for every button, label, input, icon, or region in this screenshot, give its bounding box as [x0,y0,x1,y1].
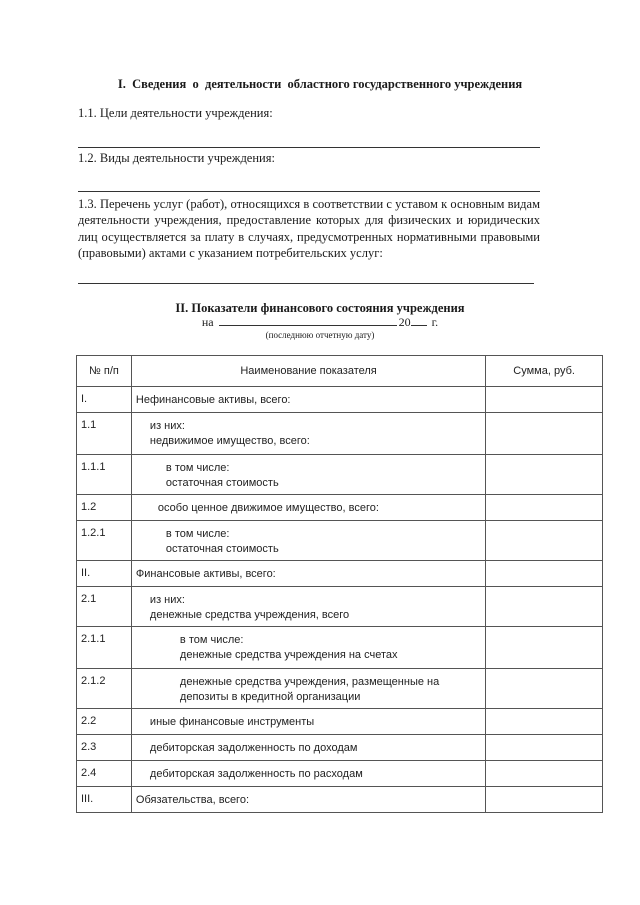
indicator-line: из них: [149,420,185,432]
indicator-line: остаточная стоимость [165,543,279,555]
header-amount: Сумма, руб. [486,356,603,387]
indicator-line: Обязательства, всего: [135,794,249,806]
amount-cell[interactable] [486,709,603,735]
row-number: 1.2 [77,495,132,521]
amount-cell[interactable] [486,561,603,587]
indicator-line: иные финансовые инструменты [149,716,315,728]
services-list-paragraph: 1.3. Перечень услуг (работ), относящихся в соответствии с уставом к основным видам деятельности учреждения, предоставление которых для физических и юридических лиц осуществляется за плату в случаях, предусмотренных нормативными правовыми (правовыми) актами с указанием потребительских услуг: [78,197,540,260]
row-number: II. [77,561,132,587]
amount-cell[interactable] [486,495,603,521]
indicator-line: денежные средства учреждения на счетах [179,649,398,661]
amount-cell[interactable] [486,387,603,413]
table-row [77,387,603,413]
table-row [77,413,603,455]
indicator-line: денежные средства учреждения, всего [149,609,350,621]
table-row [77,709,603,735]
amount-cell[interactable] [486,735,603,761]
table-row [77,761,603,787]
date-year-prefix: 20 [398,315,411,329]
row-indicator [131,761,485,787]
row-number: 2.1.1 [77,627,132,669]
row-indicator [131,669,485,709]
date-day-month-blank[interactable] [219,315,397,326]
amount-cell[interactable] [486,521,603,561]
row-number: 1.2.1 [77,521,132,561]
row-indicator [131,561,485,587]
table-row [77,787,603,813]
indicator-line: недвижимое имущество, всего: [149,435,310,447]
header-number: № п/п [77,356,132,387]
indicator-line: Нефинансовые активы, всего: [135,394,291,406]
indicator-line: в том числе: [165,528,230,540]
row-number: 2.3 [77,735,132,761]
date-prefix: на [201,315,214,329]
amount-cell[interactable] [486,627,603,669]
row-number: 2.2 [77,709,132,735]
table-row [77,455,603,495]
indicator-line: депозиты в кредитной организации [179,691,361,703]
goals-label: 1.1. Цели деятельности учреждения: [78,106,273,120]
goals-fill-line[interactable] [78,147,540,148]
table-row [77,587,603,627]
row-number: 1.1.1 [77,455,132,495]
row-indicator [131,495,485,521]
services-fill-line[interactable] [78,283,534,284]
row-number: 2.1.2 [77,669,132,709]
row-indicator [131,709,485,735]
indicator-line: из них: [149,594,185,606]
financial-indicators-table [76,355,603,813]
activity-types-label: 1.2. Виды деятельности учреждения: [78,151,275,165]
row-indicator [131,521,485,561]
amount-cell[interactable] [486,587,603,627]
indicator-line: Финансовые активы, всего: [135,568,276,580]
row-indicator [131,587,485,627]
row-indicator [131,455,485,495]
row-number: III. [77,787,132,813]
row-number: 2.1 [77,587,132,627]
amount-cell[interactable] [486,413,603,455]
table-row [77,669,603,709]
header-indicator: Наименование показателя [131,356,485,387]
indicator-line: дебиторская задолженность по доходам [149,742,358,754]
row-indicator [131,413,485,455]
section2-title: II. Показатели финансового состояния учреждения [175,301,465,315]
row-number: 2.4 [77,761,132,787]
date-hint: (последнюю отчетную дату) [265,330,375,340]
indicator-line: в том числе: [165,462,230,474]
date-suffix: г. [431,315,439,329]
row-number: I. [77,387,132,413]
indicator-line: денежные средства учреждения, размещенные на [179,676,440,688]
row-indicator [131,735,485,761]
indicator-line: остаточная стоимость [165,477,279,489]
row-indicator [131,787,485,813]
section1-title: I. Сведения о деятельности областного государственного учреждения [117,77,523,91]
table-header-row [77,356,603,387]
table-row [77,735,603,761]
amount-cell[interactable] [486,455,603,495]
report-date-line [0,315,640,330]
row-indicator [131,627,485,669]
table-row [77,495,603,521]
indicator-line: дебиторская задолженность по расходам [149,768,363,780]
row-indicator [131,387,485,413]
table-row [77,561,603,587]
row-number: 1.1 [77,413,132,455]
table-row [77,521,603,561]
table-row [77,627,603,669]
activity-types-fill-line[interactable] [78,191,540,192]
amount-cell[interactable] [486,669,603,709]
indicator-line: в том числе: [179,634,244,646]
amount-cell[interactable] [486,787,603,813]
indicator-line: особо ценное движимое имущество, всего: [157,502,379,514]
date-year-blank[interactable] [411,315,427,326]
amount-cell[interactable] [486,761,603,787]
